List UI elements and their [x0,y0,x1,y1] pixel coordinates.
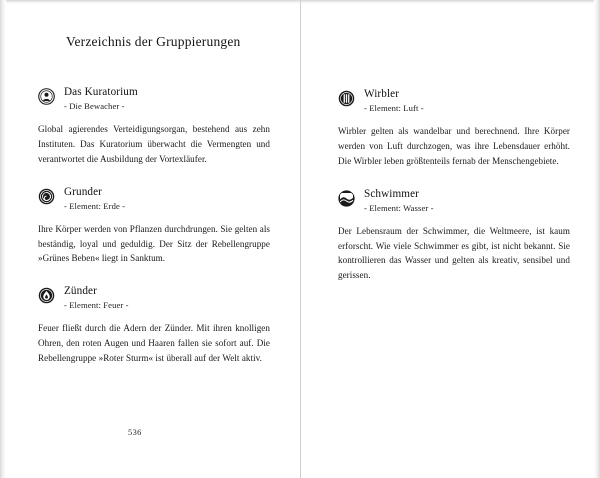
kuratorium-emblem-icon [38,88,55,105]
right-page-entry-list [338,88,570,283]
right-page [300,0,600,478]
page-title: Verzeichnis der Gruppierungen [66,34,241,49]
entry-name: Das Kuratorium [64,86,138,98]
schwimmer-emblem-icon [338,190,355,207]
entry-title-group [364,88,424,113]
entry-wirbler [338,88,570,169]
wirbler-emblem-icon [338,90,355,107]
entry-header [38,285,270,310]
entry-schwimmer [338,188,570,283]
entry-header [338,88,570,113]
entry-name: Zünder [64,285,97,298]
entry-description: Der Lebensraum der Schwimmer, die Weltmeere, ist kaum erforscht. Wie viele Schwimmer es gibt, ist nicht bekannt. Sie kontrollieren das Wasser und gelten als kreativ, sensibel und gerissen. [338,225,570,281]
entry-header [38,86,270,111]
page-number: 536 [128,428,142,437]
entry-subtitle: - Element: Wasser - [364,202,434,213]
entry-header [38,186,270,211]
entry-name: Wirbler [364,88,400,100]
entry-title-group [364,188,434,213]
zuender-emblem-icon [38,287,55,304]
entry-subtitle: - Element: Feuer - [64,300,129,311]
entry-subtitle: - Element: Luft - [364,103,424,114]
entry-name: Schwimmer [364,187,419,200]
entry-das-kuratorium [38,86,270,167]
entry-description: Global agierendes Verteidigungsorgan, bestehend aus zehn Instituten. Das Kuratorium überwacht die Vermengten und verantwortet die Ausbildung der Vortexläufer. [38,124,270,164]
entry-subtitle: - Die Bewacher - [64,101,125,112]
grunder-emblem-icon [38,188,55,205]
entry-title-group [64,186,125,211]
entry-zuender [38,285,270,366]
entry-description: Wirbler gelten als wandelbar und berechnend. Ihre Körper werden von Luft durchzogen, was ihre Lebensdauer erhöht. Die Wirbler leben größtenteils fernab der Menschengebiete. [338,126,570,166]
entry-title-group [64,285,129,310]
entry-description: Feuer fließt durch die Adern der Zünder. Mit ihren knolligen Ohren, den roten Augen und Haaren fallen sie sofort auf. Die Rebellengruppe »Roter Sturm« ist überall auf der Welt aktiv. [38,323,270,363]
entry-header [338,188,570,213]
entry-name: Grunder [64,185,102,198]
left-page-entry-list [38,86,270,366]
entry-title-group [64,86,138,111]
entry-grunder [38,186,270,267]
entry-description: Ihre Körper werden von Pflanzen durchdrungen. Sie gelten als beständig, loyal und geduldig. Der Sitz der Rebellengruppe »Grünes Beben« liegt in Sanktum. [38,223,270,264]
entry-subtitle: - Element: Erde - [64,200,126,211]
